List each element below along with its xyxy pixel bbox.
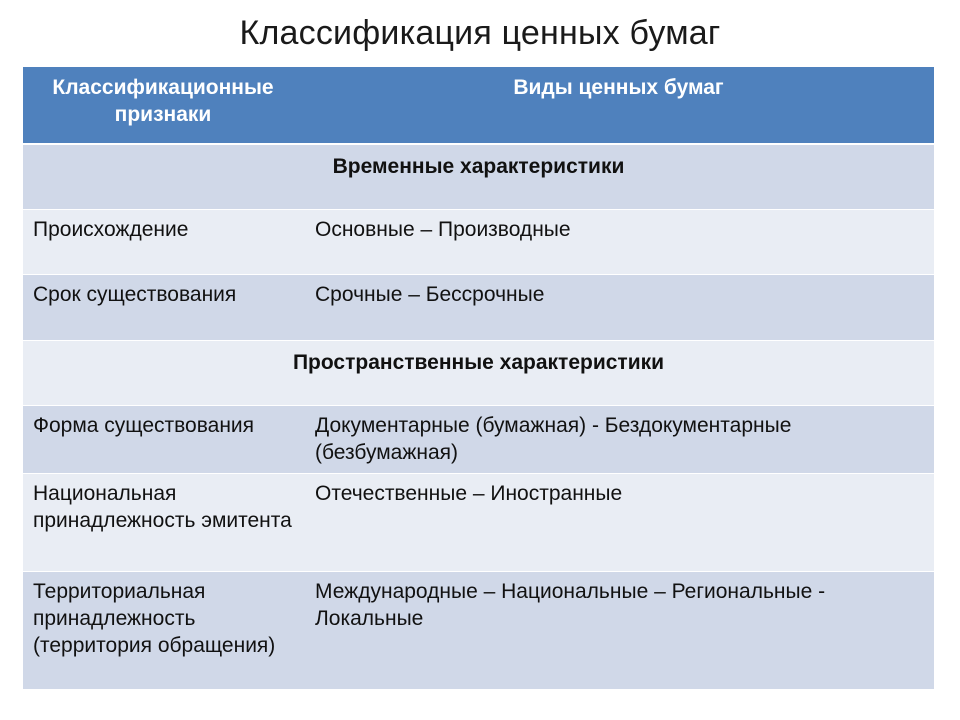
feature-cell: Форма существования	[23, 405, 303, 473]
feature-cell: Территориальная принадлежность (территория обращения)	[23, 571, 303, 689]
types-cell: Отечественные – Иностранные	[303, 473, 934, 571]
types-cell: Международные – Национальные – Региональные - Локальные	[303, 571, 934, 689]
table-row	[23, 571, 934, 689]
section-row-spatial	[23, 340, 934, 405]
feature-cell: Национальная принадлежность эмитента	[23, 473, 303, 571]
section-row-temporal	[23, 144, 934, 209]
table-row	[23, 209, 934, 274]
table-header-row	[23, 67, 934, 144]
table-row	[23, 274, 934, 340]
table-row	[23, 473, 934, 571]
table-row	[23, 405, 934, 473]
feature-cell: Происхождение	[23, 209, 303, 274]
section-title: Временные характеристики	[23, 144, 934, 209]
feature-cell: Срок существования	[23, 274, 303, 340]
header-features: Классификационные признаки	[23, 67, 303, 144]
header-types: Виды ценных бумаг	[303, 67, 934, 144]
types-cell: Срочные – Бессрочные	[303, 274, 934, 340]
types-cell: Документарные (бумажная) - Бездокументарные (безбумажная)	[303, 405, 934, 473]
types-cell: Основные – Производные	[303, 209, 934, 274]
section-title: Пространственные характеристики	[23, 340, 934, 405]
classification-table	[23, 67, 934, 690]
slide-title: Классификация ценных бумаг	[239, 14, 721, 52]
